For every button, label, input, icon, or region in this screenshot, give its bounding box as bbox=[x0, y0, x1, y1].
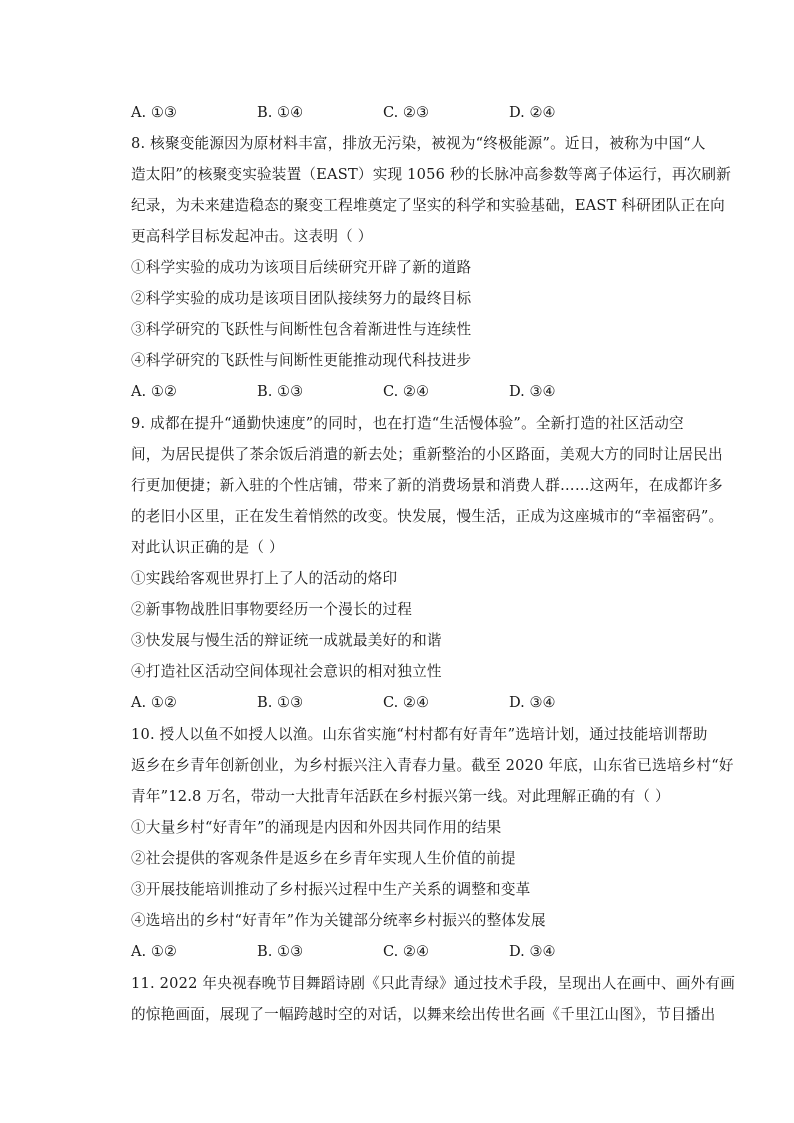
q10-item-1: ①大量乡村“好青年”的涌现是内因和外因共同作用的结果 bbox=[131, 819, 502, 836]
option-b: B. ①③ bbox=[257, 943, 304, 960]
option-b: B. ①③ bbox=[257, 383, 304, 400]
q9-stem-line-2: 间，为居民提供了茶余饭后消遣的新去处；重新整治的小区路面，美观大方的同时让居民出 bbox=[131, 446, 723, 463]
option-b: B. ①④ bbox=[257, 104, 304, 121]
q10-item-2: ②社会提供的客观条件是返乡在乡青年实现人生价值的前提 bbox=[131, 850, 516, 867]
option-a: A. ①③ bbox=[131, 104, 177, 121]
q8-item-1: ①科学实验的成功为该项目后续研究开辟了新的道路 bbox=[131, 259, 472, 276]
q8-stem-line-1: 8. 核聚变能源因为原材料丰富，排放无污染，被视为“终极能源”。近日，被称为中国“人 bbox=[131, 135, 706, 152]
q9-stem-line-3: 行更加便捷；新入驻的个性店铺，带来了新的消费场景和消费人群……这两年，在成都许多 bbox=[131, 477, 723, 494]
option-a: A. ①② bbox=[131, 943, 177, 960]
option-c: C. ②④ bbox=[383, 943, 430, 960]
q9-stem-line-1: 9. 成都在提升“通勤快速度”的同时，也在打造“生活慢体验”。全新打造的社区活动空 bbox=[131, 415, 684, 432]
option-a: A. ①② bbox=[131, 694, 177, 711]
q9-item-4: ④打造社区活动空间体现社会意识的相对独立性 bbox=[131, 663, 442, 680]
option-c: C. ②④ bbox=[383, 383, 430, 400]
q9-item-3: ③快发展与慢生活的辩证统一成就最美好的和谐 bbox=[131, 632, 442, 649]
q8-stem-line-2: 造太阳”的核聚变实验装置（EAST）实现 1056 秒的长脉冲高参数等离子体运行，再次刷新 bbox=[131, 166, 731, 183]
q10-stem-line-2: 返乡在乡青年创新创业，为乡村振兴注入青春力量。截至 2020 年底，山东省已选培乡村“好 bbox=[131, 757, 734, 774]
q10-item-4: ④选培出的乡村“好青年”作为关键部分统率乡村振兴的整体发展 bbox=[131, 912, 546, 929]
option-c: C. ②④ bbox=[383, 694, 430, 711]
q9-item-1: ①实践给客观世界打上了人的活动的烙印 bbox=[131, 570, 398, 587]
option-c: C. ②③ bbox=[383, 104, 430, 121]
q8-stem-line-4: 更高科学目标发起冲击。这表明（ ） bbox=[131, 228, 373, 245]
option-b: B. ①③ bbox=[257, 694, 304, 711]
option-a: A. ①② bbox=[131, 383, 177, 400]
q8-item-2: ②科学实验的成功是该项目团队接续努力的最终目标 bbox=[131, 290, 472, 307]
q9-item-2: ②新事物战胜旧事物要经历一个漫长的过程 bbox=[131, 601, 413, 618]
option-d: D. ③④ bbox=[509, 943, 556, 960]
q11-stem-line-2: 的惊艳画面，展现了一幅跨越时空的对话，以舞来绘出传世名画《千里江山图》，节目播出 bbox=[131, 1006, 716, 1023]
q8-item-3: ③科学研究的飞跃性与间断性包含着渐进性与连续性 bbox=[131, 321, 472, 338]
q8-stem-line-3: 纪录，为未来建造稳态的聚变工程堆奠定了坚实的科学和实验基础，EAST 科研团队正在向 bbox=[131, 197, 725, 214]
option-d: D. ③④ bbox=[509, 383, 556, 400]
q10-item-3: ③开展技能培训推动了乡村振兴过程中生产关系的调整和变革 bbox=[131, 881, 531, 898]
q8-item-4: ④科学研究的飞跃性与间断性更能推动现代科技进步 bbox=[131, 352, 472, 369]
option-d: D. ②④ bbox=[509, 104, 556, 121]
q10-stem-line-1: 10. 授人以鱼不如授人以渔。山东省实施“村村都有好青年”选培计划，通过技能培训帮助 bbox=[131, 726, 708, 743]
option-d: D. ③④ bbox=[509, 694, 556, 711]
q10-stem-line-3: 青年”12.8 万名，带动一大批青年活跃在乡村振兴第一线。对此理解正确的有（ ） bbox=[131, 788, 670, 805]
q9-stem-line-4: 的老旧小区里，正在发生着悄然的改变。快发展，慢生活，正成为这座城市的“幸福密码”。 bbox=[131, 508, 724, 525]
q11-stem-line-1: 11. 2022 年央视春晚节目舞蹈诗剧《只此青绿》通过技术手段，呈现出人在画中、画外有画 bbox=[131, 975, 736, 992]
q9-stem-line-5: 对此认识正确的是（ ） bbox=[131, 539, 284, 556]
